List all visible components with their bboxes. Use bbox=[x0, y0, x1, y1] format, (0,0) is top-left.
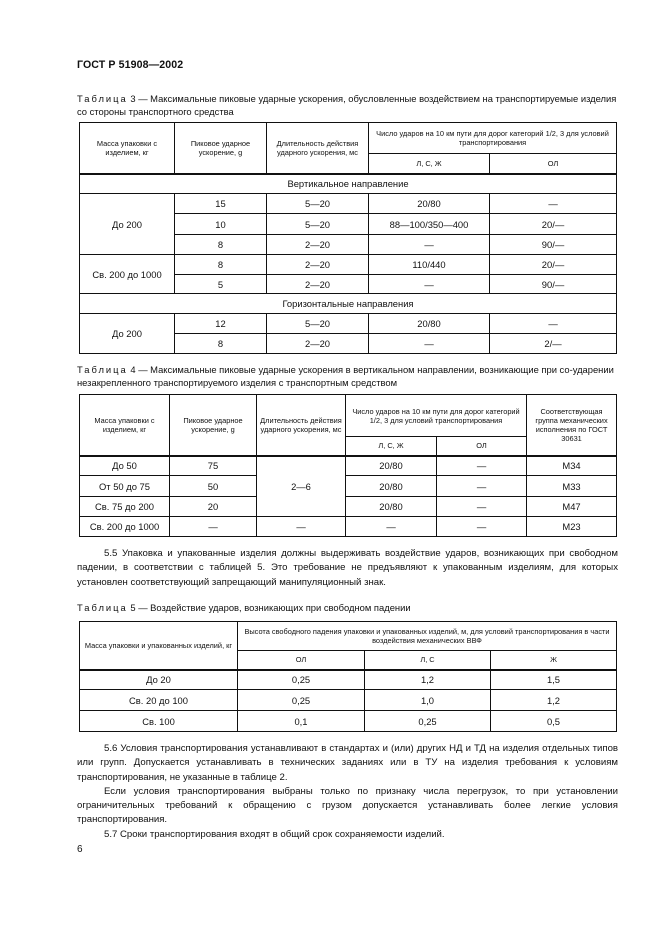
table-cell: — bbox=[346, 517, 437, 537]
t3-header-peak: Пиковое ударное ускорение, g bbox=[175, 123, 267, 174]
table-cell: 1,2 bbox=[491, 690, 617, 711]
table-cell: 88—100/350—400 bbox=[369, 214, 490, 235]
document-header: ГОСТ Р 51908—2002 bbox=[77, 59, 184, 71]
table-cell: — bbox=[437, 497, 527, 517]
paragraphs-5-6-5-7 bbox=[77, 742, 618, 842]
table-cell: До 50 bbox=[80, 456, 170, 476]
table-cell: 8 bbox=[175, 334, 267, 354]
table-cell: Св. 200 до 1000 bbox=[80, 255, 175, 294]
table-cell: — bbox=[437, 476, 527, 497]
table-cell: От 50 до 75 bbox=[80, 476, 170, 497]
table-cell: — bbox=[437, 456, 527, 476]
table5 bbox=[79, 621, 617, 732]
table-cell: — bbox=[490, 314, 617, 334]
paragraph-5-5-text: 5.5 Упаковка и упакованные изделия должны выдерживать воздействие ударов, возникающих при свободном падении, в соответствии с таблицей 5. Это требование не предъявляют к упакованным изделиям, для которых установлен соответствующий запрещающий манипуляционный знак. bbox=[77, 548, 618, 588]
table-cell: — bbox=[490, 194, 617, 214]
table-cell: До 20 bbox=[80, 670, 238, 690]
table-cell: — bbox=[369, 334, 490, 354]
table-cell: 20/— bbox=[490, 214, 617, 235]
table-cell: 2—20 bbox=[267, 334, 369, 354]
t4-header-mass: Масса упаковки с изделием, кг bbox=[80, 395, 170, 456]
t3-section-vertical: Вертикальное направление bbox=[80, 174, 617, 194]
table-cell: 5—20 bbox=[267, 314, 369, 334]
table-cell: 0,25 bbox=[238, 670, 365, 690]
table-cell: 90/— bbox=[490, 235, 617, 255]
t5-header-j: Ж bbox=[491, 651, 617, 670]
table-cell: 110/440 bbox=[369, 255, 490, 275]
table-cell: 20/80 bbox=[346, 476, 437, 497]
t4-header-peak: Пиковое ударное ускорение, g bbox=[170, 395, 257, 456]
table-cell: М33 bbox=[527, 476, 617, 497]
t5-header-mass: Масса упаковки и упакованных изделий, кг bbox=[80, 622, 238, 670]
t4-header-group: Соответствующая группа механических исполнения по ГОСТ 30631 bbox=[527, 395, 617, 456]
t3-header-lsj: Л, С, Ж bbox=[369, 154, 490, 174]
t4-header-count: Число ударов на 10 км пути для дорог категорий 1/2, 3 для условий транспортирования bbox=[346, 395, 527, 437]
table3 bbox=[79, 122, 617, 354]
t4-header-duration: Длительность действия ударного ускорения, мс bbox=[257, 395, 346, 456]
t3-header-ol: ОЛ bbox=[490, 154, 617, 174]
t4-header-lsj: Л, С, Ж bbox=[346, 437, 437, 456]
table-cell: 10 bbox=[175, 214, 267, 235]
table5-caption bbox=[77, 601, 618, 614]
table-cell: — bbox=[257, 517, 346, 537]
table-cell: Св. 75 до 200 bbox=[80, 497, 170, 517]
table-cell: М34 bbox=[527, 456, 617, 476]
table-cell: Св. 100 bbox=[80, 711, 238, 732]
table3-caption-text: 3 — Максимальные пиковые ударные ускорения, обусловленные воздействием на транспортируемые изделия со стороны транспортного средства bbox=[77, 93, 617, 117]
t3-section-horizontal: Горизонтальные направления bbox=[80, 294, 617, 314]
table-cell: — bbox=[369, 235, 490, 255]
table-cell: 0,25 bbox=[365, 711, 491, 732]
table-cell: 5 bbox=[175, 275, 267, 294]
table-cell: 2/— bbox=[490, 334, 617, 354]
t4-duration-merged: 2—6 bbox=[257, 456, 346, 517]
table-cell: М47 bbox=[527, 497, 617, 517]
table4 bbox=[79, 394, 617, 537]
table-cell: Св. 200 до 1000 bbox=[80, 517, 170, 537]
table-cell: — bbox=[437, 517, 527, 537]
table-cell: 5—20 bbox=[267, 194, 369, 214]
table-cell: 15 bbox=[175, 194, 267, 214]
table-cell: 20/80 bbox=[369, 194, 490, 214]
table-cell: 0,1 bbox=[238, 711, 365, 732]
table-cell: 5—20 bbox=[267, 214, 369, 235]
table-cell: 50 bbox=[170, 476, 257, 497]
t5-header-ls: Л, С bbox=[365, 651, 491, 670]
paragraph-5-5 bbox=[77, 547, 618, 590]
t3-header-mass: Масса упаковки с изделием, кг bbox=[80, 123, 175, 174]
table-cell: 20 bbox=[170, 497, 257, 517]
table-cell: 12 bbox=[175, 314, 267, 334]
table-cell: 2—20 bbox=[267, 235, 369, 255]
table5-caption-label: Таблица bbox=[77, 602, 128, 613]
table-cell: 20/80 bbox=[346, 456, 437, 476]
table4-caption bbox=[77, 363, 618, 389]
table-cell: 8 bbox=[175, 255, 267, 275]
t4-header-ol: ОЛ bbox=[437, 437, 527, 456]
table-cell: 2—20 bbox=[267, 275, 369, 294]
table-cell: — bbox=[170, 517, 257, 537]
table3-caption-label: Таблица bbox=[77, 93, 128, 104]
table3-caption bbox=[77, 92, 618, 118]
table4-caption-text: 4 — Максимальные пиковые ударные ускорения в вертикальном направлении, возникающие при со-ударении незакрепленного транспортируемого изделия с транспортным средством bbox=[77, 364, 614, 388]
t3-header-count: Число ударов на 10 км пути для дорог категорий 1/2, 3 для условий транспортирования bbox=[369, 123, 617, 154]
table-cell: До 200 bbox=[80, 314, 175, 354]
table4-caption-label: Таблица bbox=[77, 364, 128, 375]
page-number: 6 bbox=[77, 844, 83, 855]
paragraph-5-6b-text: Если условия транспортирования выбраны только по признаку числа перегрузок, то при установлении ограничительных требований к обращению с грузом допускается устанавливать более легкие условия транспортирования. bbox=[77, 785, 618, 826]
table-cell: 0,25 bbox=[238, 690, 365, 711]
paragraph-5-6-text: 5.6 Условия транспортирования устанавливают в стандартах и (или) других НД и ТД на изделия отдельных типов или групп. Допускается устанавливать в технических заданиях или в ТУ на изделия требования к условиям транспортирования, не указанные в таблице 2. bbox=[77, 743, 618, 783]
table-cell: 75 bbox=[170, 456, 257, 476]
table-cell: 2—20 bbox=[267, 255, 369, 275]
t5-header-height: Высота свободного падения упаковки и упакованных изделий, м, для условий транспортирования в части воздействия механических ВВФ bbox=[238, 622, 617, 651]
table-cell: 20/— bbox=[490, 255, 617, 275]
table-cell: 1,0 bbox=[365, 690, 491, 711]
table-cell: 1,2 bbox=[365, 670, 491, 690]
paragraph-5-7-text: 5.7 Сроки транспортирования входят в общий срок сохраняемости изделий. bbox=[104, 828, 445, 840]
t3-header-duration: Длительность действия ударного ускорения, мс bbox=[267, 123, 369, 174]
table-cell: Св. 20 до 100 bbox=[80, 690, 238, 711]
table-cell: 90/— bbox=[490, 275, 617, 294]
table-cell: 8 bbox=[175, 235, 267, 255]
table-cell: 20/80 bbox=[346, 497, 437, 517]
table-cell: 20/80 bbox=[369, 314, 490, 334]
table5-caption-text: 5 — Воздействие ударов, возникающих при свободном падении bbox=[130, 602, 411, 613]
table-cell: До 200 bbox=[80, 194, 175, 255]
table-cell: — bbox=[369, 275, 490, 294]
table-cell: 1,5 bbox=[491, 670, 617, 690]
t5-header-ol: ОЛ bbox=[238, 651, 365, 670]
table-cell: М23 bbox=[527, 517, 617, 537]
table-cell: 0,5 bbox=[491, 711, 617, 732]
